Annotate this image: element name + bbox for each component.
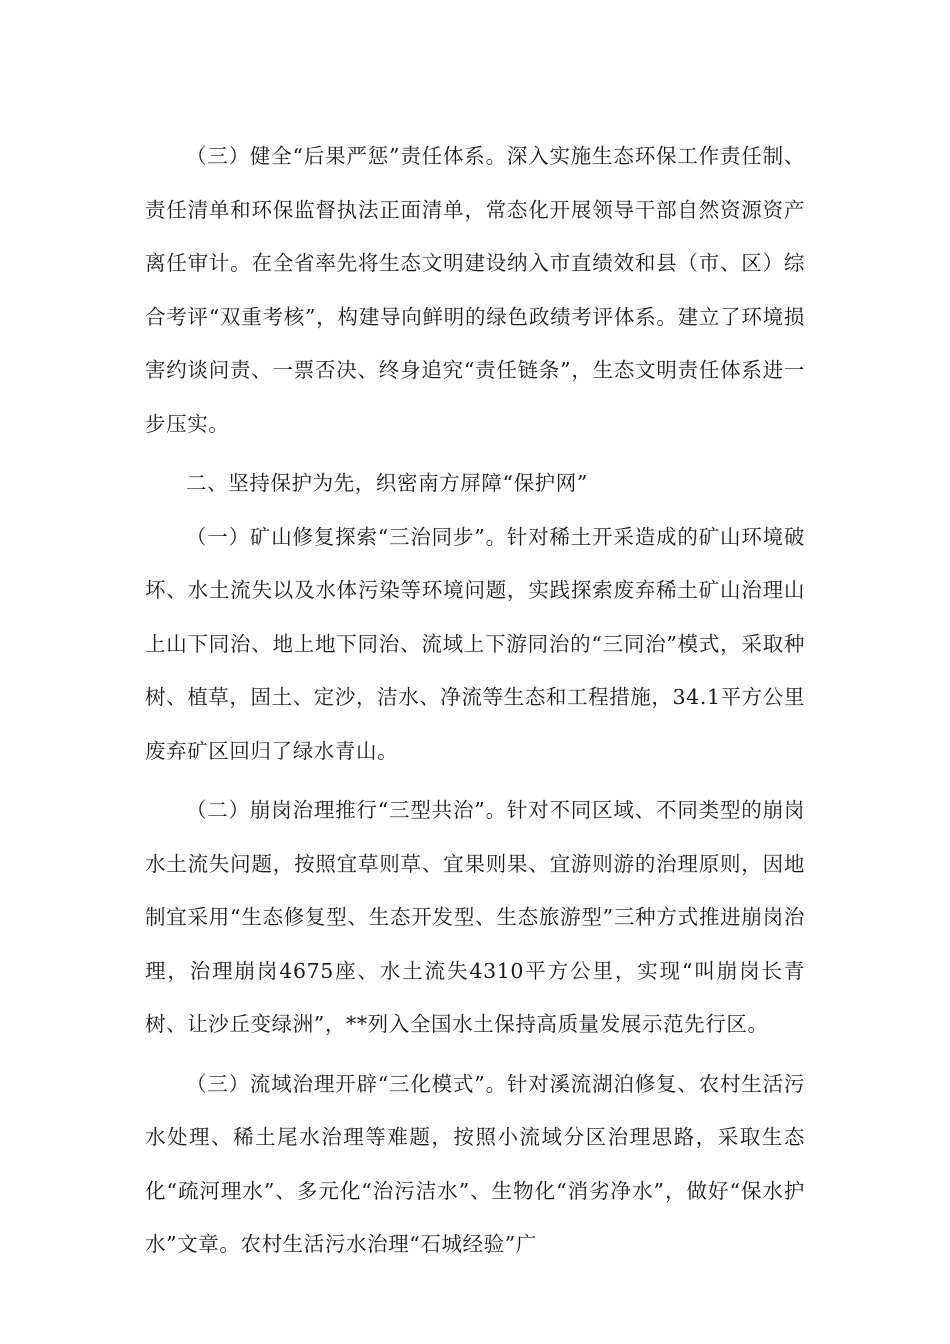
section-heading-protection-first: 二、坚持保护为先，织密南方屏障“保护网” xyxy=(186,471,588,495)
paragraph-responsibility-system: （三）健全“后果严惩”责任体系。深入实施生态环保工作责任制、责任清单和环保监督执法正面清单，常态化开展领导干部自然资源资产离任审计。在全省率先将生态文明建设纳入市直绩效和县（市、区）综合考评“双重考核”，构建导向鲜明的绿色政绩考评体系。建立了环境损害约谈问责、一票否决、终身追究“责任链条”，生态文明责任体系进一步压实。 xyxy=(145,144,805,436)
paragraph-mine-restoration: （一）矿山修复探索“三治同步”。针对稀土开采造成的矿山环境破坏、水土流失以及水体污染等环境问题，实践探索废弃稀土矿山治理山上山下同治、地上地下同治、流域上下游同治的“三同治”模式，采取种树、植草，固土、定沙，洁水、净流等生态和工程措施，34.1平方公里废弃矿区回归了绿水青山。 xyxy=(145,524,805,763)
paragraph-collapse-gully-treatment: （二）崩岗治理推行“三型共治”。针对不同区域、不同类型的崩岗水土流失问题，按照宜草则草、宜果则果、宜游则游的治理原则，因地制宜采用“生态修复型、生态开发型、生态旅游型”三种方式推进崩岗治理，治理崩岗4675座、水土流失4310平方公里，实现“叫崩岗长青树、让沙丘变绿洲”，**列入全国水土保持高质量发展示范先行区。 xyxy=(145,798,805,1036)
paragraph-watershed-treatment: （三）流域治理开辟“三化模式”。针对溪流湖泊修复、农村生活污水处理、稀土尾水治理等难题，按照小流域分区治理思路，采取生态化“疏河理水”、多元化“治污洁水”、生物化“消劣净水”，做好“保水护水”文章。农村生活污水治理“石城经验”广 xyxy=(145,1071,805,1256)
document-body xyxy=(145,130,805,1272)
